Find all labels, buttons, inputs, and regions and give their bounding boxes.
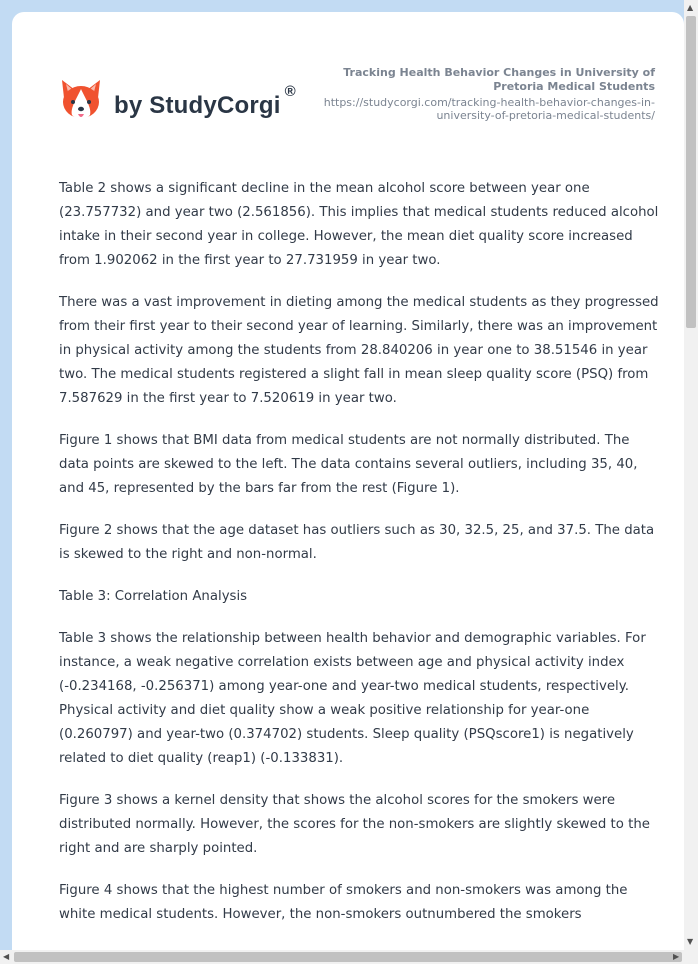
scroll-left-arrow-icon[interactable]: ◀ <box>3 952 10 961</box>
studycorgi-logo[interactable] <box>60 76 296 126</box>
paragraph: Table 3 shows the relationship between health behavior and demographic variables. For instance, a weak negative correlation exists between age and physical activity index (-0.234168, -0.256371) among year-one and year-two medical students, respectively. Physical activity and diet quality show a weak positive relationship for year-one (0.260797) and year-two (0.374702) students. Sleep quality (PSQscore1) is negatively related to diet quality (reap1) (-0.133831). <box>59 631 646 766</box>
document-url[interactable]: https://studycorgi.com/tracking-health-behavior-changes-in-university-of-pretoria-medical-students/ <box>323 96 655 122</box>
scroll-down-arrow-icon[interactable]: ▼ <box>687 937 694 946</box>
scroll-right-arrow-icon[interactable]: ▶ <box>673 952 680 961</box>
document-body <box>59 177 659 945</box>
paragraph: There was a vast improvement in dieting among the medical students as they progressed from their first year to their second year of learning. Similarly, there was an improvement in physical activity among the students from 28.840206 in year one to 38.51546 in year two. The medical students registered a slight fall in mean sleep quality score (PSQ) from 7.587629 in the first year to 7.520619 in year two. <box>59 295 659 406</box>
horizontal-scrollbar-thumb[interactable] <box>14 952 682 962</box>
paragraph: Figure 3 shows a kernel density that shows the alcohol scores for the smokers were distributed normally. However, the scores for the non-smokers are slightly skewed to the right and are sharply pointed. <box>59 793 650 856</box>
corgi-icon <box>60 78 102 124</box>
paragraph: Figure 4 shows that the highest number of smokers and non-smokers was among the white medical students. However, the non-smokers outnumbered the smokers <box>59 883 628 922</box>
scroll-up-arrow-icon[interactable]: ▲ <box>687 3 694 12</box>
document-title: Tracking Health Behavior Changes in University of Pretoria Medical Students <box>343 66 655 93</box>
brand-name: by StudyCorgi <box>114 92 281 119</box>
table-caption: Table 3: Correlation Analysis <box>59 589 248 604</box>
paragraph: Figure 1 shows that BMI data from medical students are not normally distributed. The data points are skewed to the left. The data contains several outliers, including 35, 40, and 45, represented by the bars far from the rest (Figure 1). <box>59 433 638 496</box>
paragraph: Table 2 shows a significant decline in the mean alcohol score between year one (23.757732) and year two (2.561856). This implies that medical students reduced alcohol intake in their second year in college. However, the mean diet quality score increased from 1.902062 in the first year to 27.731959 in year two. <box>59 181 659 268</box>
document-header <box>295 66 655 122</box>
vertical-scrollbar-thumb[interactable] <box>686 16 696 328</box>
paragraph: Figure 2 shows that the age dataset has outliers such as 30, 32.5, 25, and 37.5. The data is skewed to the right and non-normal. <box>59 523 655 562</box>
registered-mark: ® <box>284 82 296 100</box>
document-page <box>12 12 684 964</box>
